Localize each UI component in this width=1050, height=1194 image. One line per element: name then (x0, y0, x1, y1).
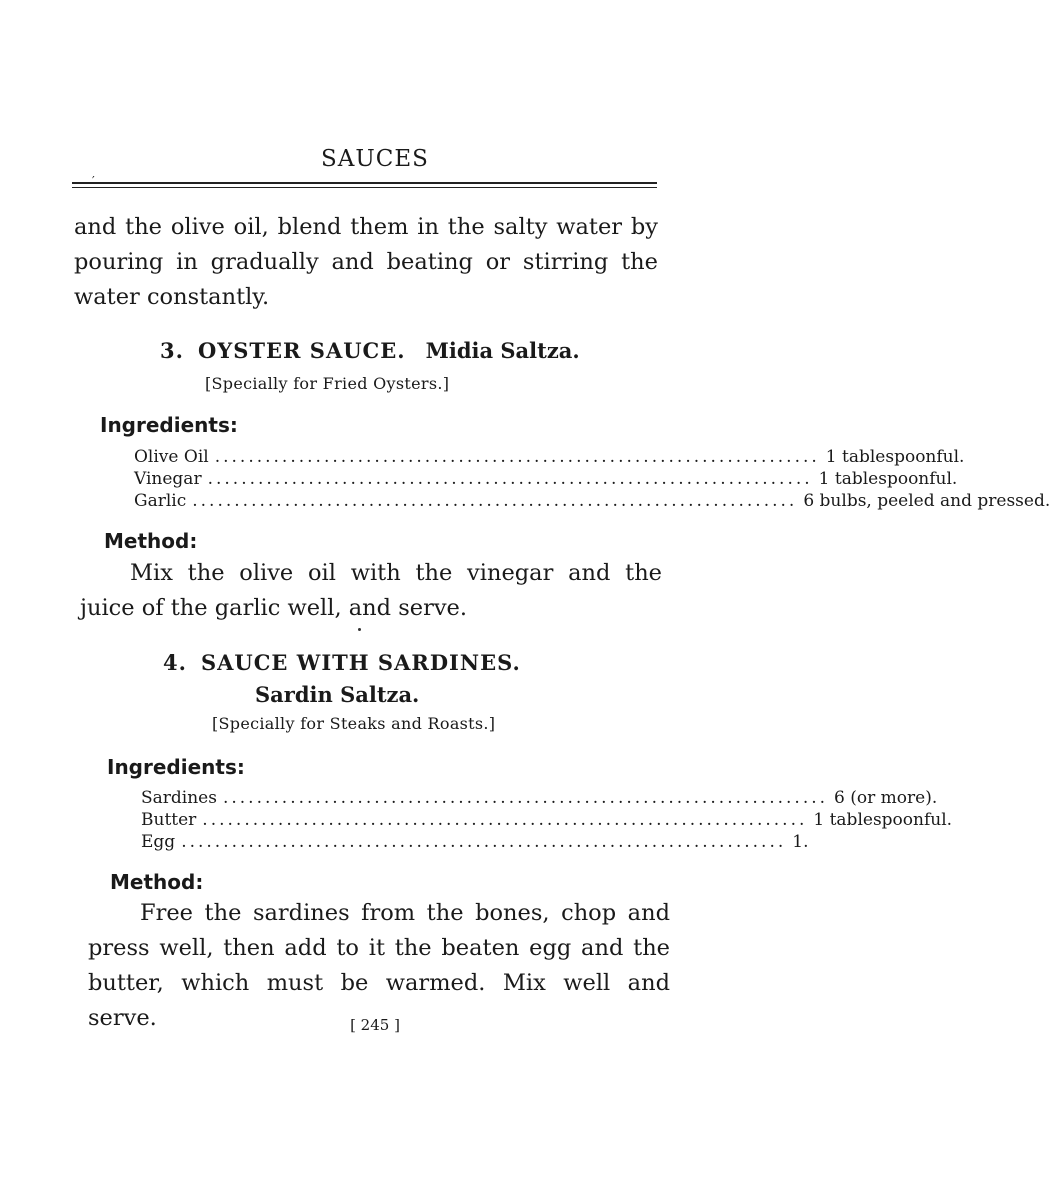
leader-dots: ........................................................................ (207, 469, 813, 489)
ingredient-amount: 1 tablespoonful. (818, 469, 958, 489)
leader-dots: ........................................................................ (181, 832, 787, 852)
header-rule-thin (72, 187, 657, 188)
recipe-3-ingredients-label: Ingredients: (100, 413, 238, 437)
leader-dots: ........................................................................ (202, 810, 808, 830)
ink-speck (358, 628, 361, 631)
ingredient-row (141, 787, 938, 809)
recipe-3-heading (160, 338, 580, 363)
recipe-number: 4. (163, 650, 187, 675)
header-rule (72, 182, 657, 184)
recipe-title: SAUCE WITH SARDINES. (200, 650, 521, 675)
recipe-4-note: [Specially for Steaks and Roasts.] (212, 714, 496, 733)
ingredient-amount: 1 tablespoonful. (813, 810, 953, 830)
recipe-3-method-label: Method: (104, 529, 198, 553)
ingredient-row (134, 446, 965, 468)
ingredient-amount: 6 (or more). (834, 788, 938, 808)
ingredient-name: Egg (141, 832, 176, 852)
ingredient-amount: 1. (792, 832, 809, 852)
ingredient-name: Sardines (141, 788, 217, 808)
recipe-4-ingredient-list (141, 787, 953, 853)
recipe-4-method-label: Method: (110, 870, 204, 894)
ingredient-name: Vinegar (134, 469, 202, 489)
print-mark: ′ (92, 174, 95, 188)
ingredient-row (141, 831, 809, 853)
recipe-3-method-text: Mix the olive oil with the vinegar and the juice of the garlic well, and serve. (80, 560, 662, 621)
page-number: [ 245 ] (350, 1016, 400, 1034)
recipe-number: 3. (160, 338, 184, 363)
recipe-3-ingredient-list (134, 446, 1050, 512)
ingredient-name: Olive Oil (134, 447, 209, 467)
ingredient-name: Butter (141, 810, 197, 830)
running-title: SAUCES (321, 146, 429, 172)
ingredient-row (141, 809, 953, 831)
intro-paragraph: and the olive oil, blend them in the salty water by pouring in gradually and beating or stirring the water constantly. (74, 214, 658, 310)
leader-dots: ........................................................................ (214, 447, 820, 467)
recipe-4-alt-title: Sardin Saltza. (255, 682, 420, 707)
recipe-4-heading (163, 650, 521, 675)
recipe-4-method-text: Free the sardines from the bones, chop and press well, then add to it the beaten egg and the butter, which must be warmed. Mix well and serve. (88, 900, 670, 1031)
recipe-3-note: [Specially for Fried Oysters.] (205, 374, 450, 393)
ingredient-amount: 1 tablespoonful. (825, 447, 965, 467)
leader-dots: ........................................................................ (222, 788, 829, 808)
ingredient-row (134, 468, 958, 490)
ingredient-amount: 6 bulbs, peeled and pressed. (803, 491, 1050, 511)
ingredient-name: Garlic (134, 491, 187, 511)
recipe-4-ingredients-label: Ingredients: (107, 755, 245, 779)
recipe-title: OYSTER SAUCE. (197, 338, 406, 363)
ingredient-row (134, 490, 1050, 512)
recipe-alt-title: Midia Saltza. (425, 338, 580, 363)
leader-dots: ........................................................................ (192, 491, 798, 511)
